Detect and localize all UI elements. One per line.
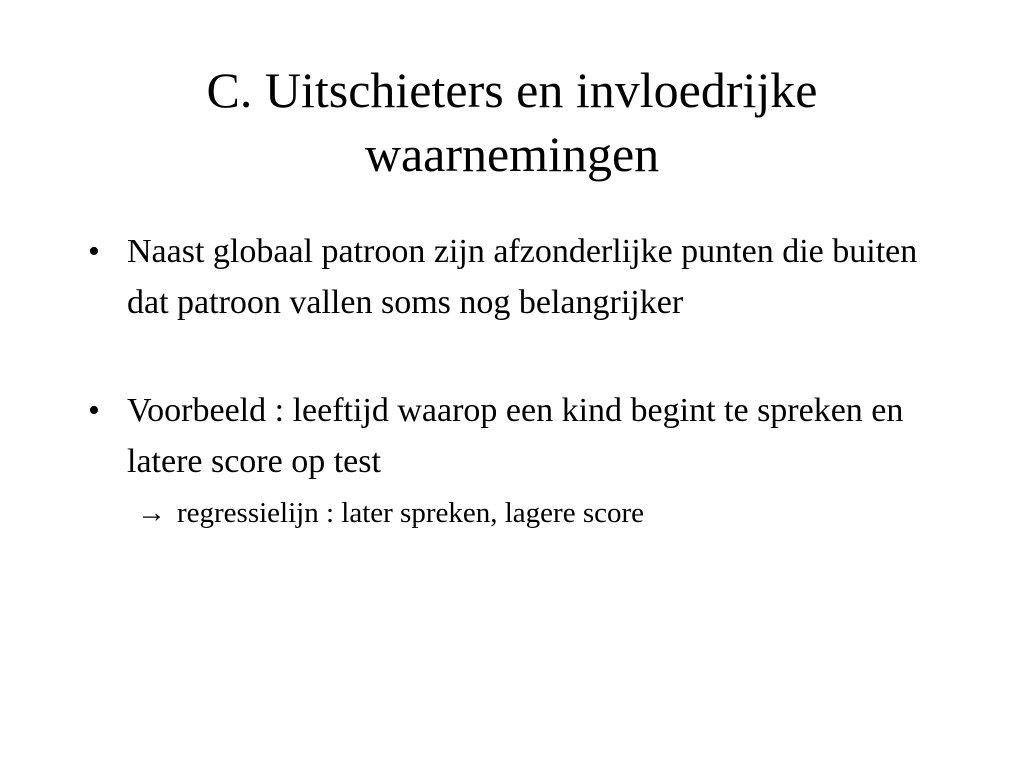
right-arrow-icon: → <box>137 497 166 529</box>
bullet-icon: • <box>88 392 100 429</box>
bullet-list <box>88 226 948 535</box>
bullet-icon: • <box>88 233 100 270</box>
bullet-item <box>88 385 948 535</box>
slide-title: C. Uitschieters en invloedrijke waarnemingen <box>206 62 818 182</box>
bullet-text: Naast globaal patroon zijn afzonderlijke punten die buiten dat patroon vallen soms nog belangrijker <box>127 233 918 321</box>
bullet-item <box>88 226 948 328</box>
sub-bullet-text: regressielijn : later spreken, lagere score <box>177 497 645 529</box>
sub-bullet-item <box>127 491 948 535</box>
bullet-text: Voorbeeld : leeftijd waarop een kind begint te spreken en latere score op test <box>127 392 904 480</box>
